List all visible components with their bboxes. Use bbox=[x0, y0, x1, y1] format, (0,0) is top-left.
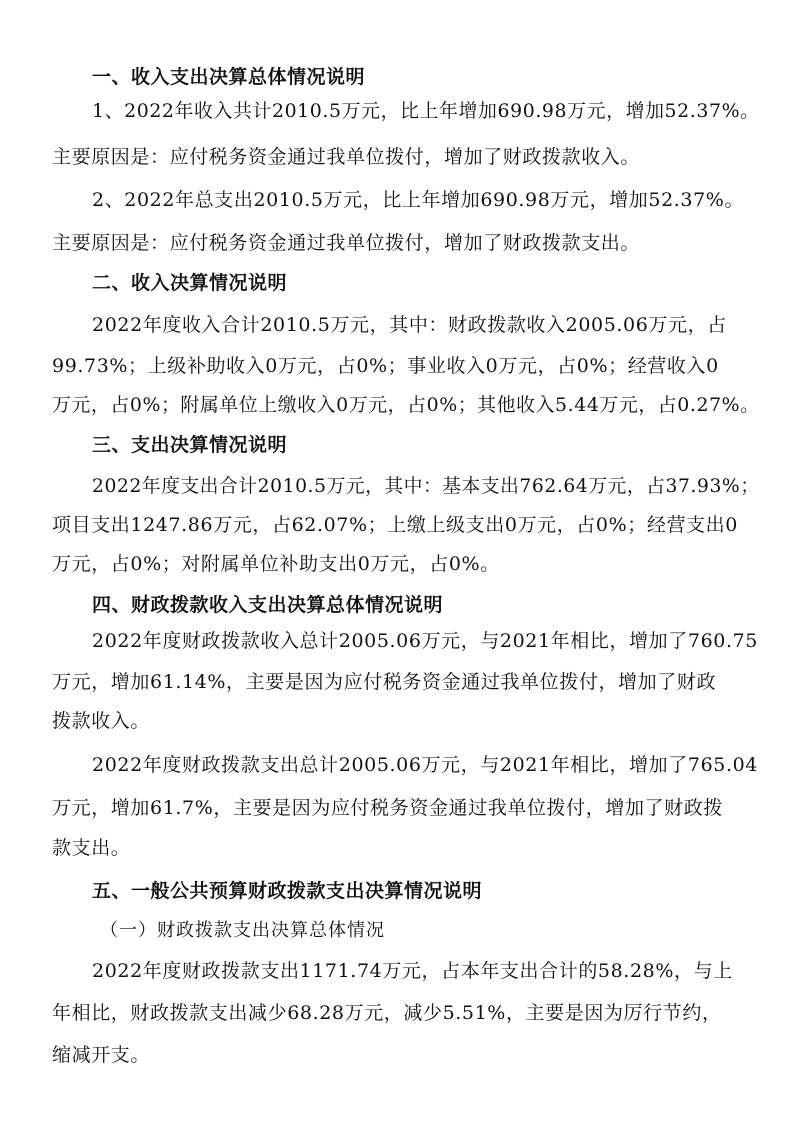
paragraph-line: 万元，占0%；附属单位上缴收入0万元，占0%；其他收入5.44万元，占0.27%。 bbox=[52, 394, 760, 416]
paragraph-line: 2、2022年总支出2010.5万元，比上年增加690.98万元，增加52.37%。 bbox=[92, 189, 745, 211]
section-heading-1: 一、收入支出决算总体情况说明 bbox=[92, 66, 366, 88]
subsection-heading: （一）财政拨款支出决算总体情况 bbox=[100, 920, 385, 941]
paragraph-line: 拨款收入。 bbox=[52, 710, 151, 732]
paragraph-line: 2022年度收入合计2010.5万元，其中：财政拨款收入2005.06万元，占 bbox=[92, 314, 727, 336]
section-heading-4: 四、财政拨款收入支出决算总体情况说明 bbox=[92, 594, 444, 616]
section-heading-5: 五、一般公共预算财政拨款支出决算情况说明 bbox=[92, 880, 483, 902]
paragraph-line: 2022年度财政拨款支出1171.74万元，占本年支出合计的58.28%，与上 bbox=[92, 960, 733, 982]
paragraph-line: 主要原因是：应付税务资金通过我单位拨付，增加了财政拨款收入。 bbox=[52, 146, 641, 168]
paragraph-line: 万元，增加61.14%，主要是因为应付税务资金通过我单位拨付，增加了财政 bbox=[52, 671, 717, 693]
paragraph-line: 1、2022年收入共计2010.5万元，比上年增加690.98万元，增加52.37%。 bbox=[92, 100, 760, 122]
paragraph-line: 缩减开支。 bbox=[52, 1044, 151, 1066]
paragraph-line: 年相比，财政拨款支出减少68.28万元，减少5.51%，主要是因为厉行节约， bbox=[52, 1002, 722, 1024]
paragraph-line: 项目支出1247.86万元，占62.07%；上缴上级支出0万元，占0%；经营支出0 bbox=[52, 514, 738, 536]
paragraph-line: 2022年度财政拨款收入总计2005.06万元，与2021年相比，增加了760.75 bbox=[92, 630, 758, 652]
paragraph-line: 2022年度支出合计2010.5万元，其中：基本支出762.64万元，占37.93%； bbox=[92, 475, 760, 497]
section-heading-3: 三、支出决算情况说明 bbox=[92, 434, 288, 456]
section-heading-2: 二、收入决算情况说明 bbox=[92, 272, 288, 294]
paragraph-line: 万元，占0%；对附属单位补助支出0万元，占0%。 bbox=[52, 553, 500, 575]
paragraph-line: 万元，增加61.7%，主要是因为应付税务资金通过我单位拨付，增加了财政拨 bbox=[52, 797, 723, 819]
paragraph-line: 99.73%；上级补助收入0万元，占0%；事业收入0万元，占0%；经营收入0 bbox=[52, 355, 719, 377]
paragraph-line: 主要原因是：应付税务资金通过我单位拨付，增加了财政拨款支出。 bbox=[52, 232, 641, 254]
paragraph-line: 款支出。 bbox=[52, 837, 131, 859]
paragraph-line: 2022年度财政拨款支出总计2005.06万元，与2021年相比，增加了765.04 bbox=[92, 754, 758, 776]
